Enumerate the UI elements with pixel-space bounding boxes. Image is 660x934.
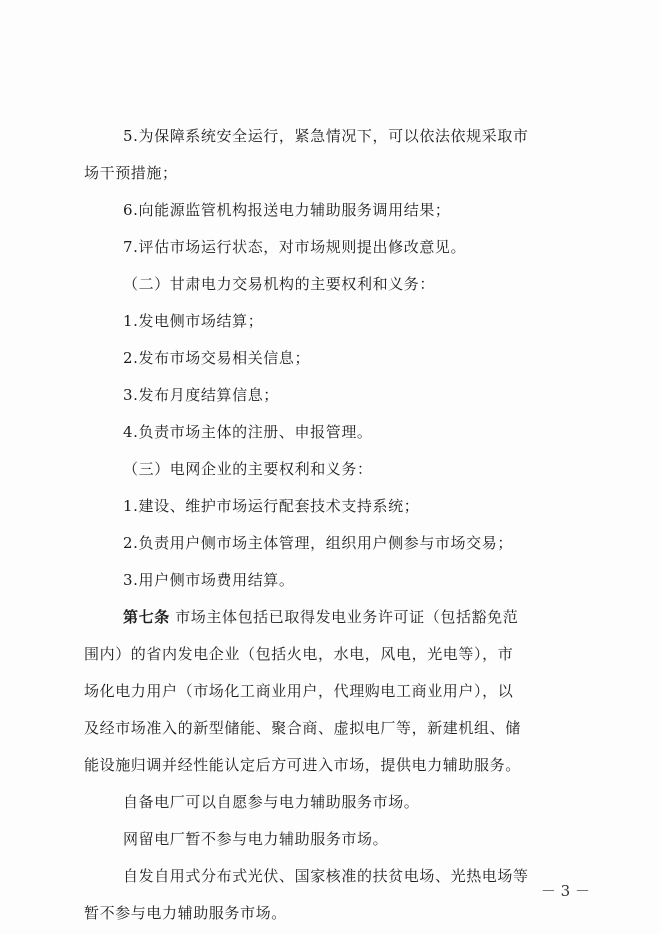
line-text: 6.向能源监管机构报送电力辅助服务调用结果； xyxy=(123,201,451,219)
line-text: 3.发布月度结算信息； xyxy=(123,386,279,404)
line-text: 2.发布市场交易相关信息； xyxy=(123,349,311,367)
text-line xyxy=(84,562,584,599)
line-text: 暂不参与电力辅助服务市场。 xyxy=(84,904,287,922)
line-text: 1.建设、维护市场运行配套技术支持系统； xyxy=(123,497,420,515)
line-text: 围内）的省内发电企业（包括火电，水电，风电，光电等），市 xyxy=(84,645,514,663)
line-text: 1.发电侧市场结算； xyxy=(123,312,264,330)
line-text: 及经市场准入的新型储能、聚合商、虚拟电厂等，新建机组、储 xyxy=(84,719,521,737)
text-line xyxy=(84,414,584,451)
line-text: 能设施归调并经性能认定后方可进入市场，提供电力辅助服务。 xyxy=(84,756,521,774)
line-text: 场干预措施； xyxy=(84,164,178,182)
text-line xyxy=(84,821,584,858)
article-heading: 第七条 xyxy=(123,608,170,626)
text-line xyxy=(84,488,584,525)
text-line xyxy=(84,229,584,266)
line-text: 2.负责用户侧市场主体管理，组织用户侧参与市场交易； xyxy=(123,534,513,552)
text-line xyxy=(84,710,584,747)
line-text: 3.用户侧市场费用结算。 xyxy=(123,571,295,589)
line-text: 场化电力用户（市场化工商业用户，代理购电工商业用户），以 xyxy=(84,682,514,700)
line-text: 网留电厂暂不参与电力辅助服务市场。 xyxy=(123,830,389,848)
text-line xyxy=(84,673,584,710)
text-line xyxy=(84,784,584,821)
line-text: 自备电厂可以自愿参与电力辅助服务市场。 xyxy=(123,793,420,811)
text-line xyxy=(84,155,584,192)
page-number: － 3 － xyxy=(540,882,590,900)
text-line xyxy=(84,118,584,155)
line-text: （二）甘肃电力交易机构的主要权利和义务： xyxy=(123,275,436,293)
line-text: 市场主体包括已取得发电业务许可证（包括豁免范 xyxy=(169,608,519,626)
text-line xyxy=(84,747,584,784)
text-line xyxy=(84,266,584,303)
text-line xyxy=(84,599,584,636)
line-text: 自发自用式分布式光伏、国家核准的扶贫电场、光热电场等 xyxy=(123,867,529,885)
line-text: （三）电网企业的主要权利和义务： xyxy=(123,460,373,478)
text-line xyxy=(84,636,584,673)
text-line xyxy=(84,340,584,377)
text-line xyxy=(84,192,584,229)
text-line xyxy=(84,377,584,414)
text-line xyxy=(84,525,584,562)
text-line xyxy=(84,451,584,488)
line-text: 7.评估市场运行状态，对市场规则提出修改意见。 xyxy=(123,238,467,256)
line-text: 5.为保障系统安全运行，紧急情况下，可以依法依规采取市 xyxy=(123,127,529,145)
text-line xyxy=(84,303,584,340)
line-text: 4.负责市场主体的注册、申报管理。 xyxy=(123,423,373,441)
document-body xyxy=(84,118,584,932)
